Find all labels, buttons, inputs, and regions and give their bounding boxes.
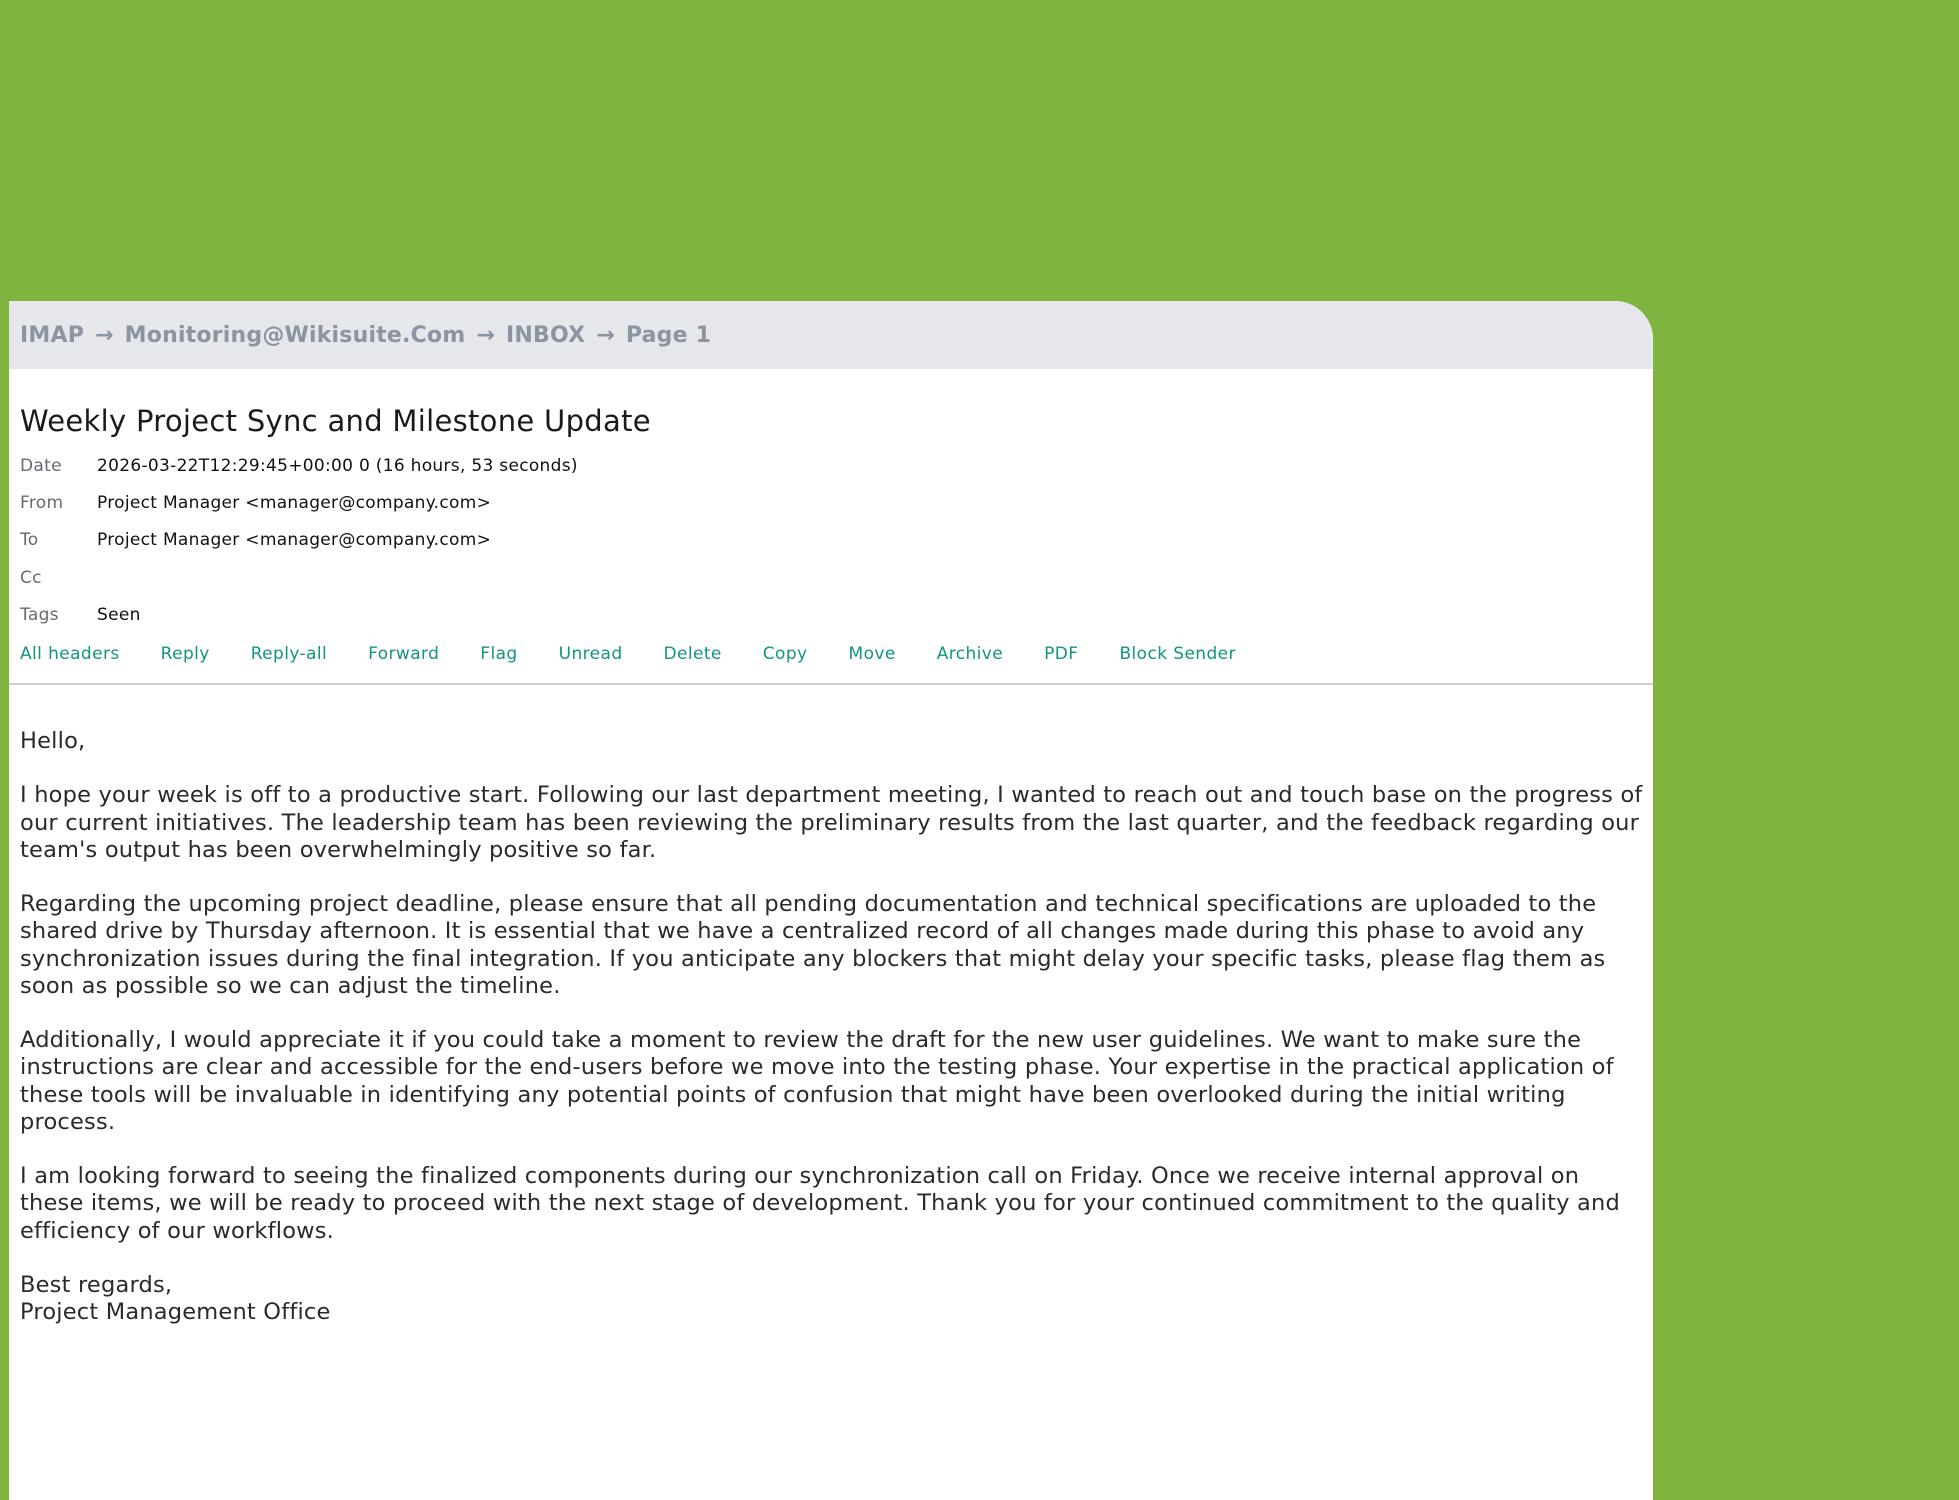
move-link[interactable]: Move xyxy=(848,644,896,664)
header-divider xyxy=(9,683,1653,685)
reply-link[interactable]: Reply xyxy=(160,644,210,664)
email-subject: Weekly Project Sync and Milestone Update xyxy=(20,404,651,438)
to-value: Project Manager <manager@company.com> xyxy=(97,530,492,551)
email-body xyxy=(20,728,1645,1326)
email-viewer-panel xyxy=(9,301,1653,1500)
breadcrumb-imap[interactable]: IMAP xyxy=(20,322,85,348)
breadcrumb xyxy=(9,301,1653,369)
tags-value: Seen xyxy=(97,604,141,625)
cc-label: Cc xyxy=(20,567,42,588)
signoff: Best regards, xyxy=(20,1271,173,1298)
delete-link[interactable]: Delete xyxy=(663,644,722,664)
body-paragraph: I hope your week is off to a productive start. Following our last department meeting, I wanted to reach out and touch base on the progress of our current initiatives. The leadership team has been reviewing the preliminary results from the last quarter, and the feedback regarding our team's output has been overwhelmingly positive so far. xyxy=(20,782,1643,863)
forward-link[interactable]: Forward xyxy=(368,644,440,664)
body-paragraph: Additionally, I would appreciate it if you could take a moment to review the draft for the new user guidelines. We want to make sure the instructions are clear and accessible for the end-users before we move into the testing phase. Your expertise in the practical application of these tools will be invaluable in identifying any potential points of confusion that might have been overlooked during the initial writing process. xyxy=(20,1027,1614,1135)
unread-link[interactable]: Unread xyxy=(558,644,623,664)
from-label: From xyxy=(20,493,64,514)
date-value: 2026-03-22T12:29:45+00:00 0 (16 hours, 53 seconds) xyxy=(97,456,578,476)
reply-all-link[interactable]: Reply-all xyxy=(250,644,328,664)
greeting: Hello, xyxy=(20,728,86,754)
pdf-link[interactable]: PDF xyxy=(1044,644,1079,664)
tags-label: Tags xyxy=(20,604,59,625)
breadcrumb-page: Page 1 xyxy=(625,322,712,348)
breadcrumb-arrow-icon: → xyxy=(476,322,496,348)
block-sender-link[interactable]: Block Sender xyxy=(1119,644,1236,664)
date-label: Date xyxy=(20,456,62,476)
to-label: To xyxy=(20,530,39,551)
breadcrumb-inbox[interactable]: INBOX xyxy=(506,322,586,348)
body-paragraph: I am looking forward to seeing the finalized components during our synchronization call on Friday. Once we receive internal approval on these items, we will be ready to proceed with the next stage of development. Thank you for your continued commitment to the quality and efficiency of our workflows. xyxy=(20,1163,1620,1244)
all-headers-link[interactable]: All headers xyxy=(20,644,120,664)
signature: Project Management Office xyxy=(20,1299,331,1326)
body-paragraph: Regarding the upcoming project deadline, please ensure that all pending documentation and technical specifications are uploaded to the shared drive by Thursday afternoon. It is essential that we have a centralized record of all changes made during this phase to avoid any synchronization issues during the final integration. If you anticipate any blockers that might delay your specific tasks, please flag them as soon as possible so we can adjust the timeline. xyxy=(20,891,1606,999)
breadcrumb-arrow-icon: → xyxy=(596,322,615,348)
copy-link[interactable]: Copy xyxy=(762,644,808,664)
breadcrumb-arrow-icon: → xyxy=(95,322,114,348)
archive-link[interactable]: Archive xyxy=(936,644,1004,664)
breadcrumb-account[interactable]: Monitoring@Wikisuite.Com xyxy=(124,322,466,348)
flag-link[interactable]: Flag xyxy=(480,644,518,664)
from-value: Project Manager <manager@company.com> xyxy=(97,493,492,514)
message-actions xyxy=(20,644,1277,664)
